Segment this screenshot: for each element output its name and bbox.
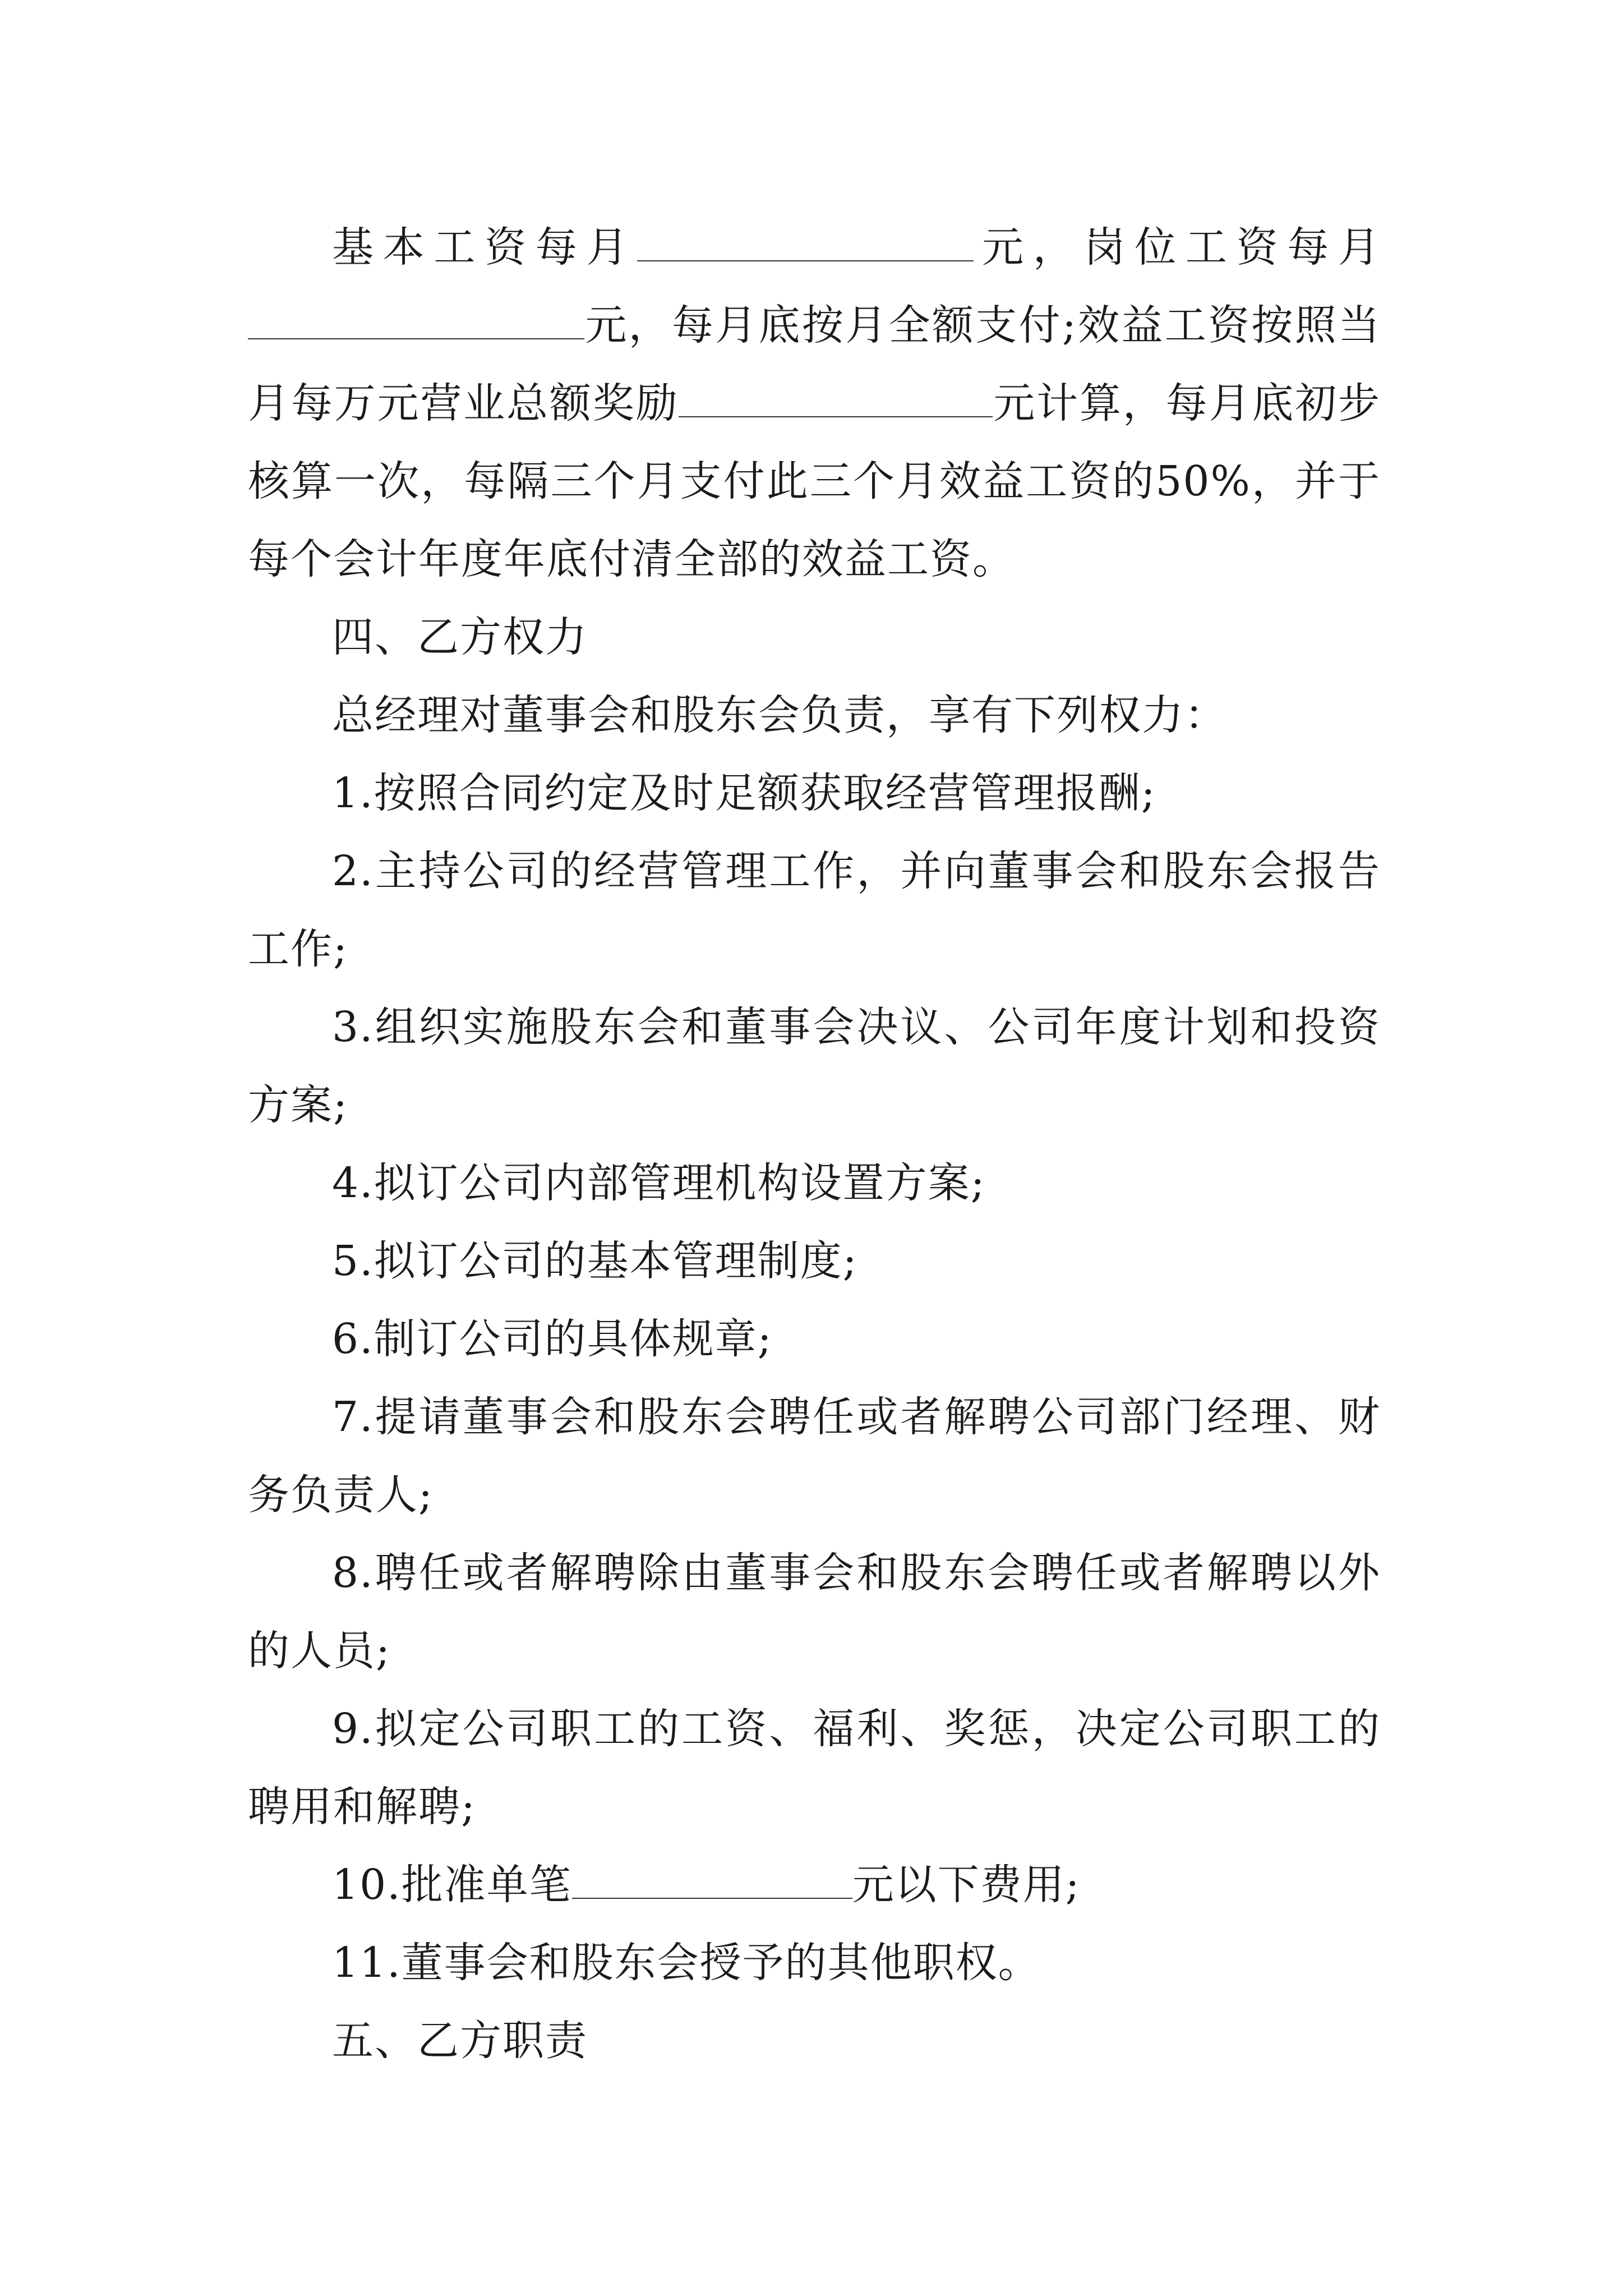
section-intro: 总经理对董事会和股东会负责，享有下列权力： — [332, 691, 1227, 739]
list-item: 6.制订公司的具体规章; — [332, 1315, 773, 1363]
list-item: 4.拟订公司内部管理机构设置方案; — [332, 1159, 986, 1207]
list-item: 3.组织实施股东会和董事会决议、公司年度计划和投资方案; — [248, 1003, 1381, 1129]
salary-text-1: 基本工资每月 — [332, 223, 638, 272]
position-salary-blank[interactable] — [248, 301, 584, 339]
list-item: 8.聘任或者解聘除由董事会和股东会聘任或者解聘以外的人员; — [248, 1549, 1381, 1675]
salary-text-4: 元计算，每月底初步核算一次，每隔三个月支付此三个月效益工资的50%，并于每个会计年度年底付清全部的效益工资。 — [248, 379, 1381, 583]
section-heading-5: 五、乙方职责 — [332, 2017, 588, 2065]
basic-salary-blank[interactable] — [637, 223, 974, 261]
item10-text-post: 元以下费用; — [852, 1861, 1081, 1909]
list-item: 1.按照合同约定及时足额获取经营管理报酬; — [332, 769, 1156, 817]
list-item: 2.主持公司的经营管理工作，并向董事会和股东会报告工作; — [248, 847, 1381, 973]
salary-text-3: 元，每月底按月全额支付;效益工资按照当月每万元营业总额奖励 — [248, 301, 1381, 427]
salary-paragraph — [248, 209, 1381, 599]
item10-text-pre: 10.批准单笔 — [332, 1861, 572, 1909]
section-heading-4: 四、乙方权力 — [332, 613, 588, 661]
salary-text-2: 元，岗位工资每月 — [974, 223, 1381, 272]
list-item-10 — [248, 1846, 1381, 1924]
list-item: 7.提请董事会和股东会聘任或者解聘公司部门经理、财务负责人; — [248, 1393, 1381, 1519]
list-item-11: 11.董事会和股东会授予的其他职权。 — [332, 1939, 1041, 1987]
document-body — [248, 209, 1381, 2080]
expense-limit-blank[interactable] — [572, 1861, 852, 1899]
bonus-rate-blank[interactable] — [679, 379, 993, 417]
list-item: 9.拟定公司职工的工资、福利、奖惩，决定公司职工的聘用和解聘; — [248, 1705, 1381, 1831]
list-item: 5.拟订公司的基本管理制度; — [332, 1237, 858, 1285]
